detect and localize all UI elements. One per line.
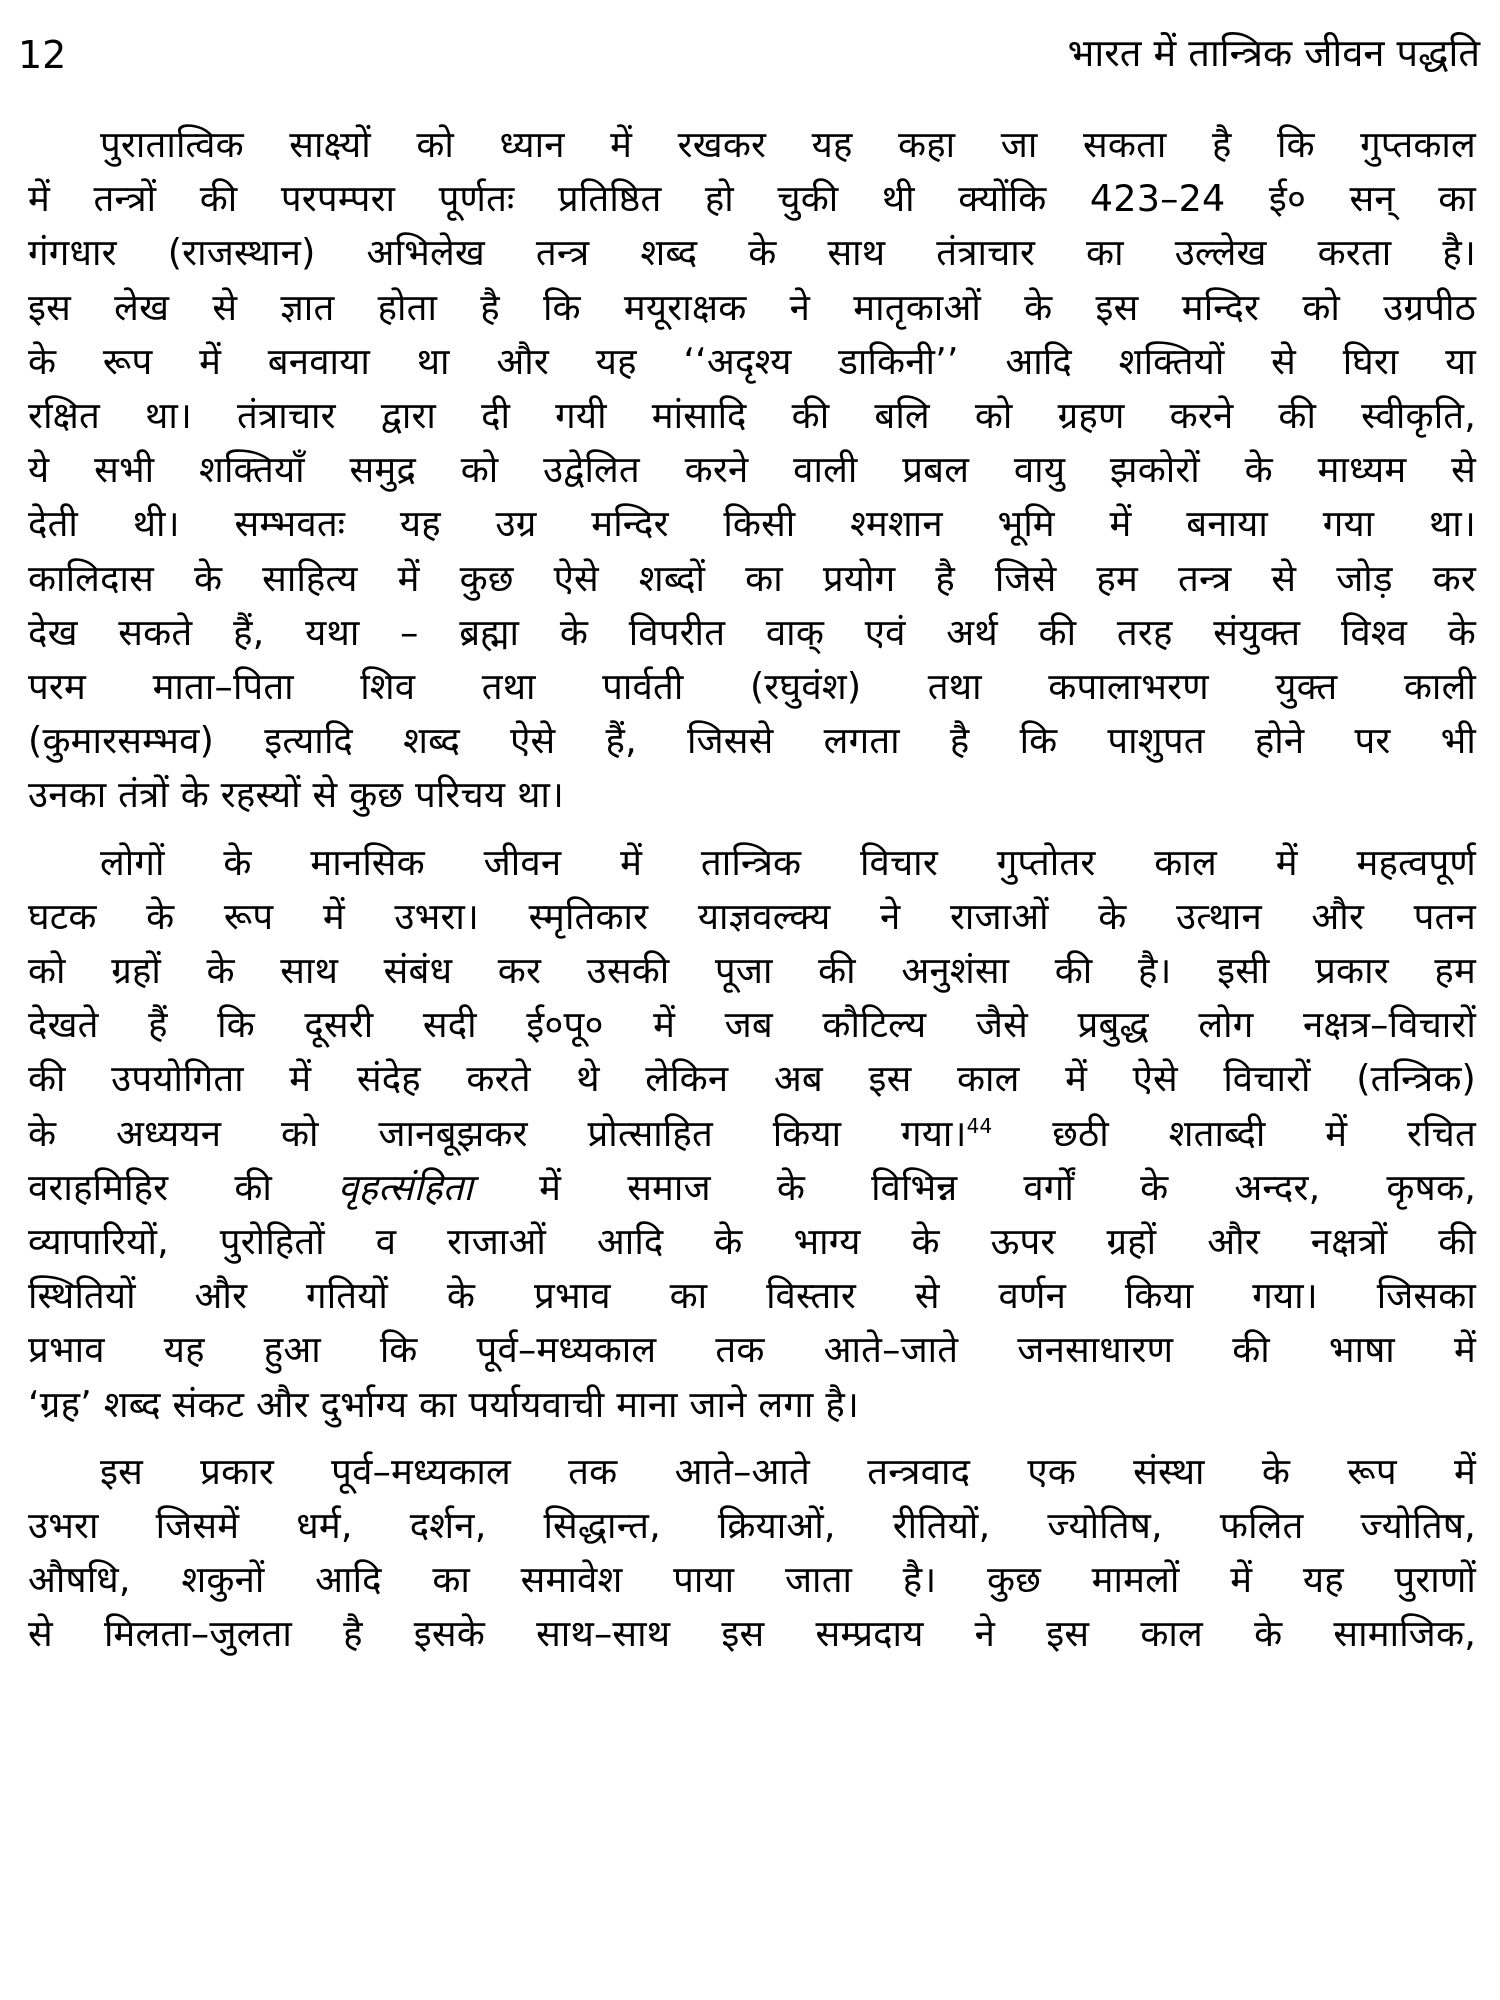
paragraph-1 [28,118,1476,823]
text-line: उनका तंत्रों के रहस्यों से कुछ परिचय था। [28,773,565,817]
body-text [28,118,1476,1662]
text-line: स्थितियों और गतियों के प्रभाव का विस्तार से वर्णन किया गया। जिसका [28,1274,1476,1318]
text-line: लोगों के मानसिक जीवन में तान्त्रिक विचार गुप्तोतर काल में महत्वपूर्ण [100,840,1476,884]
text-line: पुरातात्विक साक्ष्यों को ध्यान में रखकर यह कहा जा सकता है कि गुप्तकाल [100,123,1476,166]
text-line: घटक के रूप में उभरा। स्मृतिकार याज्ञवल्क्य ने राजाओं के उत्थान और पतन [28,894,1476,938]
text-line: को ग्रहों के साथ संबंध कर उसकी पूजा की अनुशंसा की है। इसी प्रकार हम [28,949,1476,993]
text-line: उभरा जिसमें धर्म, दर्शन, सिद्धान्त, क्रियाओं, रीतियों, ज्योतिष, फलित ज्योतिष, [28,1504,1476,1548]
text-line: प्रभाव यह हुआ कि पूर्व–मध्यकाल तक आते–जाते जनसाधारण की भाषा में [28,1328,1476,1372]
paragraph-2 [28,836,1476,1432]
text-line: में तन्त्रों की परपम्परा पूर्णतः प्रतिष्ठित हो चुकी थी क्योंकि 423–24 ई० सन् का [28,177,1476,221]
footnote-marker: 44 [966,1113,993,1138]
text-line: से मिलता–जुलता है इसके साथ–साथ इस सम्प्रदाय ने इस काल के सामाजिक, [28,1612,1476,1656]
running-title: भारत में तान्त्रिक जीवन पद्धति [1067,31,1480,75]
text-segment: में समाज के विभिन्न वर्गों के अन्दर, कृषक, [473,1165,1476,1209]
paragraph-3 [28,1445,1476,1662]
text-line: इस लेख से ज्ञात होता है कि मयूराक्षक ने मातृकाओं के इस मन्दिर को उग्रपीठ [28,285,1476,329]
text-line: ‘ग्रह’ शब्द संकट और दुर्भाग्य का पर्यायवाची माना जाने लगा है। [28,1382,859,1426]
text-line: कालिदास के साहित्य में कुछ ऐसे शब्दों का प्रयोग है जिसे हम तन्त्र से जोड़ कर [28,556,1476,600]
text-line: ये सभी शक्तियाँ समुद्र को उद्वेलित करने वाली प्रबल वायु झकोरों के माध्यम से [28,448,1476,492]
text-line: देती थी। सम्भवतः यह उग्र मन्दिर किसी श्मशान भूमि में बनाया गया था। [28,502,1476,546]
book-title: वृहत्संहिता [338,1165,474,1209]
text-line: रक्षित था। तंत्राचार द्वारा दी गयी मांसादि की बलि को ग्रहण करने की स्वीकृति, [28,394,1476,438]
text-segment: के अध्ययन को जानबूझकर प्रोत्साहित किया गया। [28,1111,967,1155]
text-line: की उपयोगिता में संदेह करते थे लेकिन अब इस काल में ऐसे विचारों (तन्त्रिक) [28,1057,1476,1101]
text-line-with-footnote [28,1107,1476,1161]
page-number: 12 [18,33,67,77]
text-line: के रूप में बनवाया था और यह ‘‘अदृश्य डाकिनी’’ आदि शक्तियों से घिरा या [28,339,1476,383]
text-line: औषधि, शकुनों आदि का समावेश पाया जाता है। कुछ मामलों में यह पुराणों [28,1558,1476,1602]
text-segment: वराहमिहिर की [28,1165,339,1209]
text-line: देख सकते हैं, यथा – ब्रह्मा के विपरीत वाक् एवं अर्थ की तरह संयुक्त विश्व के [28,610,1476,654]
text-line: (कुमारसम्भव) इत्यादि शब्द ऐसे हैं, जिससे लगता है कि पाशुपत होने पर भी [28,719,1476,763]
text-line: गंगधार (राजस्थान) अभिलेख तन्त्र शब्द के साथ तंत्राचार का उल्लेख करता है। [28,231,1476,275]
text-line: परम माता–पिता शिव तथा पार्वती (रघुवंश) तथा कपालाभरण युक्त काली [28,665,1476,709]
text-line: देखते हैं कि दूसरी सदी ई०पू० में जब कौटिल्य जैसे प्रबुद्ध लोग नक्षत्र–विचारों [28,1003,1476,1047]
text-line: इस प्रकार पूर्व–मध्यकाल तक आते–आते तन्त्रवाद एक संस्था के रूप में [100,1449,1476,1493]
text-line: व्यापारियों, पुरोहितों व राजाओं आदि के भाग्य के ऊपर ग्रहों और नक्षत्रों की [28,1220,1476,1264]
text-segment: छठी शताब्दी में रचित [992,1111,1477,1155]
text-line-with-title [28,1161,1476,1215]
